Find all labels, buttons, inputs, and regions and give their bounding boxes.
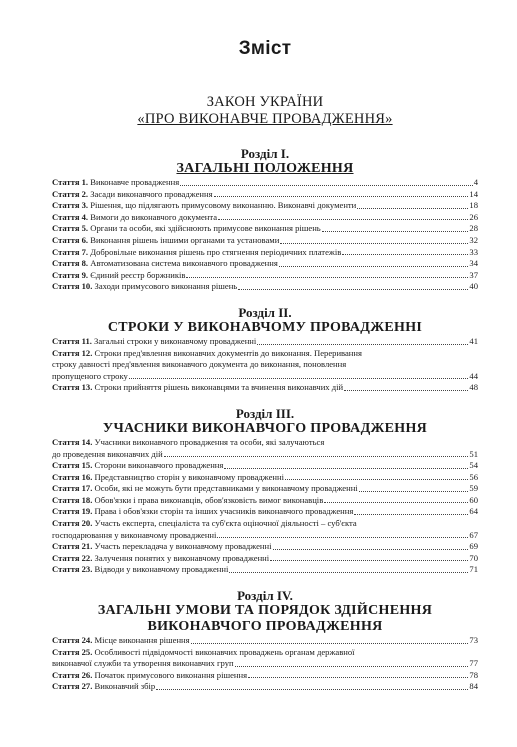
toc-entry-text (52, 177, 179, 189)
toc-entry[interactable] (52, 670, 478, 682)
article-title: Обов'язки і права виконавців, обов'язковість вимог виконавців (94, 494, 324, 505)
toc-entry-text (52, 483, 358, 495)
page-number: 60 (469, 494, 478, 505)
toc-entry[interactable] (52, 518, 478, 541)
article-label: Стаття 5. (52, 223, 89, 234)
article-label: Стаття 9. (52, 269, 89, 280)
page-number: 84 (469, 681, 478, 692)
article-title: виконавчої служби та утворення виконавчих груп (52, 658, 234, 669)
page-number: 4 (473, 177, 478, 187)
leader-dots (191, 643, 469, 644)
article-title: Виконання рішень іншими органами та установами (90, 234, 280, 245)
leader-dots (285, 479, 468, 480)
article-title: господарювання у виконавчому провадженні (52, 529, 217, 540)
article-label: Стаття 6. (52, 234, 89, 245)
page-number: 18 (469, 200, 478, 211)
article-title: Сторони виконавчого провадження (94, 460, 224, 471)
article-label: Стаття 22. (52, 552, 93, 563)
section-number: Розділ IV. (237, 588, 293, 604)
toc-entry-text (52, 541, 272, 553)
article-title: Добровільне виконання рішень про стягнення періодичних платежів (90, 246, 342, 257)
article-title: Загальні строки у виконавчому провадженні (94, 335, 257, 346)
toc-entry[interactable] (52, 472, 478, 484)
article-title-line (52, 647, 478, 659)
toc-entry[interactable] (52, 460, 478, 472)
toc-entry[interactable] (52, 681, 478, 693)
article-title: Залучення понятих у виконавчому провадженні (94, 552, 270, 563)
page-title: Зміст (238, 38, 292, 59)
article-title-line (52, 530, 478, 542)
article-title: пропущеного строку (52, 370, 128, 381)
article-title-line (52, 449, 478, 461)
toc-entry-text (52, 635, 190, 647)
leader-dots (214, 196, 469, 197)
section-number: Розділ III. (235, 405, 295, 421)
leader-dots (238, 289, 468, 290)
page-number: 56 (469, 471, 478, 482)
article-title: Засади виконавчого провадження (90, 188, 213, 199)
toc-entry[interactable] (52, 483, 478, 495)
toc-entry[interactable] (52, 437, 478, 460)
article-label: Стаття 15. (52, 460, 93, 471)
leader-dots (248, 677, 468, 678)
article-label: Стаття 11. (52, 335, 92, 346)
article-label: Стаття 13. (52, 382, 93, 393)
toc-entry-text (52, 235, 279, 247)
toc-entry[interactable] (52, 223, 478, 235)
toc-entry[interactable] (52, 382, 478, 394)
toc-list (52, 177, 478, 293)
toc-entry[interactable] (52, 541, 478, 553)
leader-dots (186, 277, 468, 278)
toc-entry-text (52, 212, 217, 224)
article-title: Єдиний реєстр боржників (90, 269, 186, 280)
article-title: Рішення, що підлягають примусовому виконанню. Виконавчі документи (90, 200, 357, 211)
article-label: Стаття 8. (52, 258, 89, 269)
page-number: 77 (469, 658, 478, 669)
article-label: Стаття 3. (52, 200, 89, 211)
leader-dots (280, 243, 468, 244)
article-title-line (52, 658, 478, 670)
toc-entry[interactable] (52, 635, 478, 647)
page-number: 78 (469, 669, 478, 680)
article-title-line (52, 371, 478, 383)
toc-entry[interactable] (52, 564, 478, 576)
toc-entry[interactable] (52, 348, 478, 383)
toc-sections (52, 146, 478, 693)
article-title: Строки пред'явлення виконавчих документів до виконання. Переривання (94, 347, 362, 358)
page-number: 40 (469, 281, 478, 292)
toc-list (52, 635, 478, 693)
article-title: Права і обов'язки сторін та інших учасників виконавчого провадження (94, 506, 354, 517)
article-label: Стаття 2. (52, 188, 89, 199)
article-label: Стаття 12. (52, 347, 93, 358)
section-number: Розділ II. (238, 304, 292, 320)
page-number: 64 (469, 506, 478, 517)
section-number: Розділ I. (240, 146, 290, 161)
toc-entry-text (52, 336, 256, 348)
page-number: 34 (469, 258, 478, 269)
toc-entry[interactable] (52, 553, 478, 565)
page-number: 73 (469, 635, 478, 646)
toc-entry[interactable] (52, 336, 478, 348)
page-number: 51 (469, 448, 478, 459)
toc-entry[interactable] (52, 506, 478, 518)
article-title: Початок примусового виконання рішення (94, 669, 248, 680)
article-title: Строки прийняття рішень виконавцями та вчинення виконавчих дій (94, 382, 344, 393)
leader-dots (279, 266, 469, 267)
toc-entry-text (52, 670, 247, 682)
toc-entry-text (52, 506, 353, 518)
page-number: 44 (469, 370, 478, 381)
section-title: ЗАГАЛЬНІ ПОЛОЖЕННЯ (176, 161, 354, 176)
leader-dots (322, 231, 469, 232)
leader-dots (217, 537, 468, 538)
toc-entry[interactable] (52, 235, 478, 247)
article-label: Стаття 10. (52, 281, 93, 292)
article-title: Автоматизована система виконавчого провадження (90, 258, 278, 269)
page-number: 71 (469, 564, 478, 575)
toc-entry-text (52, 382, 343, 394)
toc-entry-text (52, 564, 228, 576)
section-title: ВИКОНАВЧОГО ПРОВАДЖЕННЯ (147, 619, 383, 635)
toc-entry-text (52, 223, 321, 235)
leader-dots (273, 549, 469, 550)
leader-dots (270, 560, 468, 561)
law-title-line-2: «ПРО ВИКОНАВЧЕ ПРОВАДЖЕННЯ» (137, 111, 393, 127)
article-label: Стаття 26. (52, 669, 93, 680)
leader-dots (218, 219, 468, 220)
leader-dots (354, 514, 468, 515)
article-label: Стаття 7. (52, 246, 89, 257)
toc-entry-text (52, 553, 269, 565)
article-label: Стаття 27. (52, 681, 93, 692)
toc-entry-text (52, 460, 223, 472)
article-title: строку давності пред'явлення виконавчого документа до виконання, поновлення (52, 359, 347, 370)
toc-list (52, 336, 478, 394)
page-number: 28 (469, 223, 478, 234)
article-label: Стаття 17. (52, 483, 93, 494)
article-title: Особи, які не можуть бути представниками у виконавчому провадженні (94, 483, 358, 494)
toc-entry-text (52, 270, 185, 282)
article-label: Стаття 1. (52, 177, 89, 187)
article-label: Стаття 18. (52, 494, 93, 505)
toc-entry-text (52, 495, 323, 507)
toc-entry[interactable] (52, 258, 478, 270)
toc-entry[interactable] (52, 189, 478, 201)
law-title (52, 94, 478, 128)
leader-dots (180, 185, 473, 186)
toc-entry[interactable] (52, 270, 478, 282)
leader-dots (359, 491, 469, 492)
leader-dots (324, 502, 468, 503)
toc-entry-text (52, 281, 237, 293)
page-number: 67 (469, 529, 478, 540)
article-title-line (52, 359, 478, 371)
article-label: Стаття 14. (52, 436, 93, 447)
article-title: Учасники виконавчого провадження та особи, які залучаються (94, 436, 325, 447)
toc-entry[interactable] (52, 200, 478, 212)
article-title: Виконавчий збір (94, 681, 156, 692)
leader-dots (156, 689, 468, 690)
page-number: 26 (469, 211, 478, 222)
article-label: Стаття 20. (52, 518, 93, 529)
page-number: 54 (469, 460, 478, 471)
page-number: 37 (469, 269, 478, 280)
leader-dots (129, 378, 469, 379)
article-title: Органи та особи, які здійснюють примусове виконання рішень (90, 223, 321, 234)
article-title: Відводи у виконавчому провадженні (94, 564, 229, 575)
article-title: Участь експерта, спеціаліста та суб'єкта оціночної діяльності – суб'єкта (94, 518, 357, 529)
leader-dots (224, 468, 468, 469)
page-number: 14 (469, 188, 478, 199)
leader-dots (357, 208, 468, 209)
article-title: Виконавче провадження (90, 177, 180, 187)
leader-dots (235, 666, 469, 667)
article-label: Стаття 24. (52, 635, 93, 646)
toc-list (52, 437, 478, 576)
leader-dots (257, 344, 468, 345)
toc-entry[interactable] (52, 647, 478, 670)
toc-entry-text (52, 189, 213, 201)
article-label: Стаття 25. (52, 646, 93, 657)
toc-entry-text (52, 472, 284, 484)
article-title: Вимоги до виконавчого документа (90, 211, 218, 222)
article-label: Стаття 23. (52, 564, 93, 575)
page-number: 59 (469, 483, 478, 494)
article-title: Участь перекладача у виконавчому провадженні (94, 541, 272, 552)
article-title: Представництво сторін у виконавчому провадженні (94, 471, 285, 482)
article-label: Стаття 4. (52, 211, 89, 222)
article-label: Стаття 21. (52, 541, 93, 552)
toc-entry-text (52, 200, 356, 212)
article-title: Особливості підвідомчості виконавчих проваджень органам державної (94, 646, 355, 657)
article-title-line (52, 348, 478, 360)
leader-dots (164, 456, 469, 457)
article-label: Стаття 16. (52, 471, 93, 482)
article-label: Стаття 19. (52, 506, 93, 517)
article-title: Місце виконання рішення (94, 635, 190, 646)
section-title: УЧАСНИКИ ВИКОНАВЧОГО ПРОВАДЖЕННЯ (102, 420, 428, 436)
toc-entry[interactable] (52, 247, 478, 259)
article-title-line (52, 518, 478, 530)
page-number: 70 (469, 552, 478, 563)
section-title: ЗАГАЛЬНІ УМОВИ ТА ПОРЯДОК ЗДІЙСНЕННЯ (97, 603, 433, 619)
toc-entry[interactable] (52, 281, 478, 293)
article-title-line (52, 437, 478, 449)
article-title: до проведення виконавчих дій (52, 448, 163, 459)
page-number: 32 (469, 234, 478, 245)
toc-entry-text (52, 247, 341, 259)
section-title: СТРОКИ У ВИКОНАВЧОМУ ПРОВАДЖЕННІ (107, 319, 423, 335)
page-number: 41 (469, 335, 478, 346)
toc-entry[interactable] (52, 177, 478, 189)
toc-entry-text (52, 258, 278, 270)
toc-entry-text (52, 681, 155, 693)
toc-entry[interactable] (52, 495, 478, 507)
leader-dots (342, 254, 468, 255)
toc-entry[interactable] (52, 212, 478, 224)
page-number: 33 (469, 246, 478, 257)
article-title: Заходи примусового виконання рішень (94, 281, 238, 292)
page-number: 69 (469, 541, 478, 552)
leader-dots (344, 390, 468, 391)
page-number: 48 (469, 382, 478, 393)
leader-dots (229, 572, 468, 573)
law-title-line-1: ЗАКОН УКРАЇНИ (206, 94, 324, 110)
